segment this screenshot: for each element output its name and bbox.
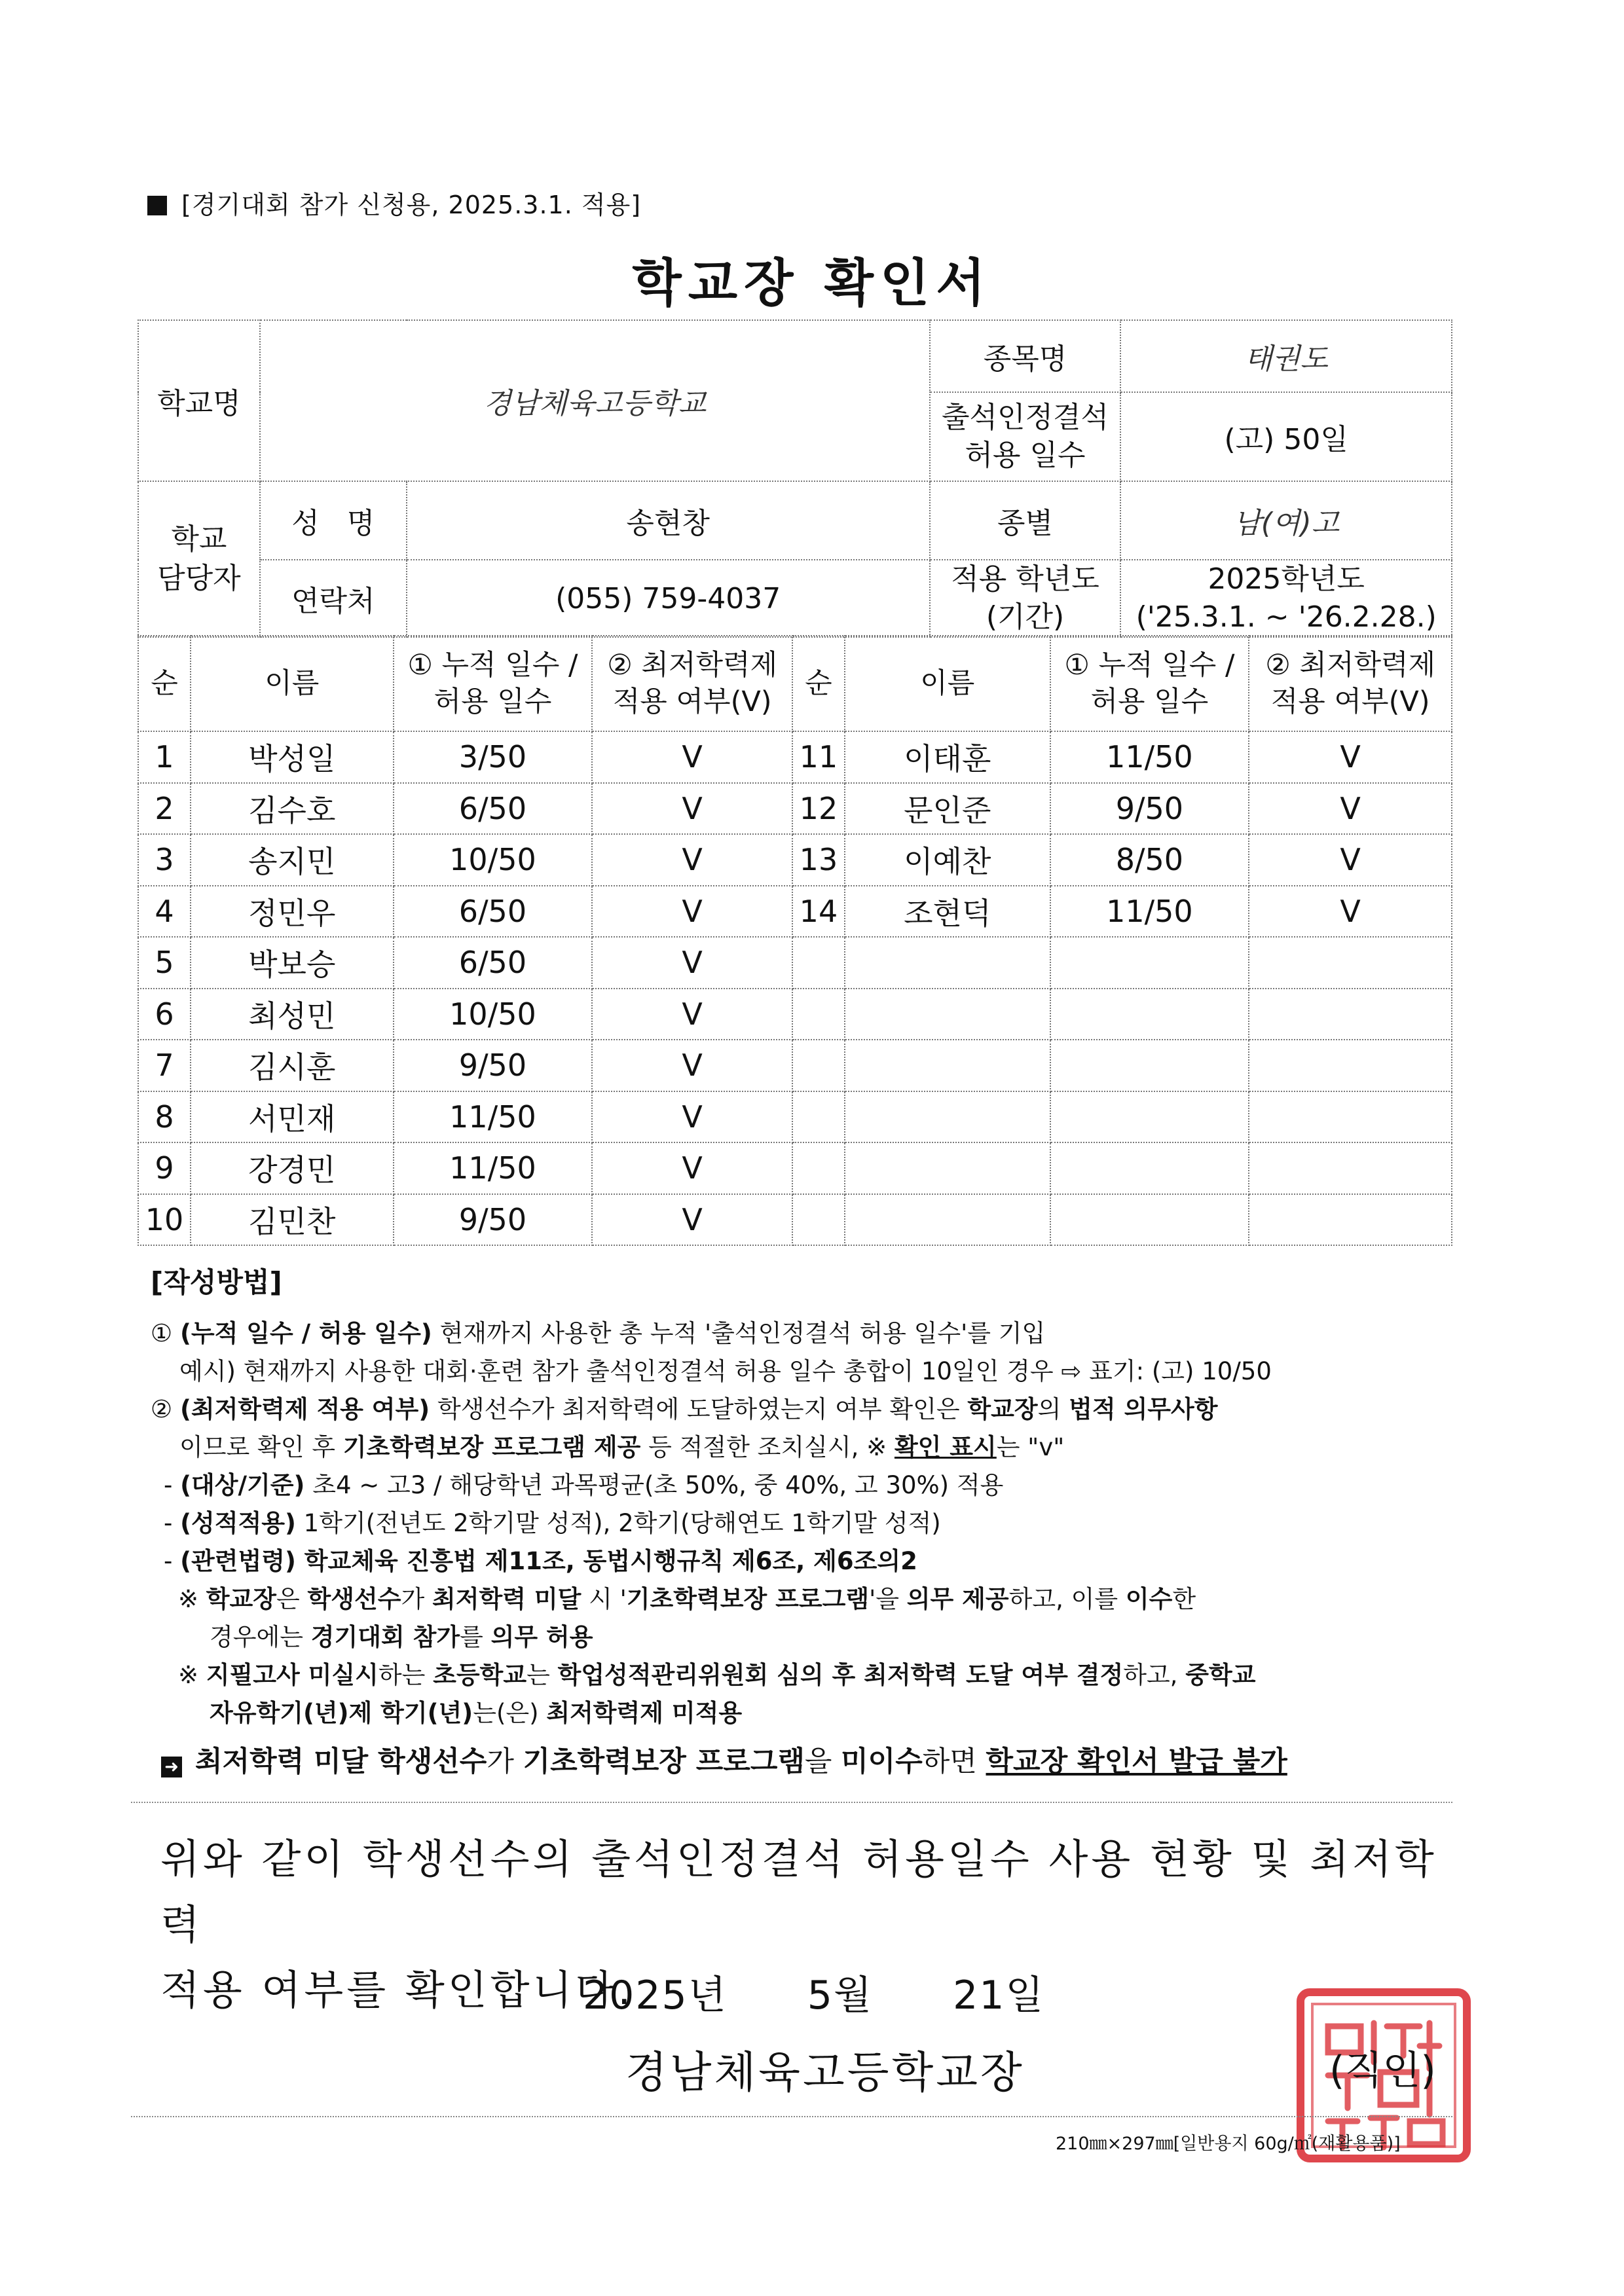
student-no-cell: 14 xyxy=(792,886,845,938)
student-name-cell xyxy=(845,989,1050,1040)
table-row xyxy=(138,1142,1452,1194)
student-days-cell xyxy=(1050,989,1249,1040)
square-bullet-icon xyxy=(147,196,167,215)
student-no-cell: 6 xyxy=(138,989,191,1040)
instruction-line: ※ 학교장은 학생선수가 최저학력 미달 시 '기초학력보장 프로그램'을 의무 제공하고, 이를 이수한 xyxy=(178,1585,1196,1613)
student-name-cell xyxy=(845,1194,1050,1246)
student-days-cell xyxy=(1050,1142,1249,1194)
instructions-title: [작성방법] xyxy=(151,1266,282,1298)
student-check-cell: V xyxy=(592,731,792,783)
student-days-cell: 8/50 xyxy=(1050,834,1249,886)
student-days-cell: 10/50 xyxy=(394,834,593,886)
student-check-cell: V xyxy=(1249,731,1452,783)
seal-note: (직인) xyxy=(1329,2048,1436,2094)
paper-spec-footer: 210㎜×297㎜[일반용지 60g/㎡(재활용품)] xyxy=(1056,2134,1401,2154)
header-days: ① 누적 일수 / 허용 일수 xyxy=(1050,636,1249,731)
table-row xyxy=(138,731,1452,783)
student-name-cell xyxy=(845,1040,1050,1091)
instruction-line: ① (누적 일수 / 허용 일수) 현재까지 사용한 총 누적 '출석인정결석 허용 일수'를 기입 xyxy=(151,1319,1046,1347)
student-days-cell: 6/50 xyxy=(394,937,593,989)
student-name-cell xyxy=(845,1142,1050,1194)
table-row xyxy=(138,1091,1452,1143)
instruction-line: ② (최저학력제 적용 여부) 학생선수가 최저학력에 도달하였는지 여부 확인은 학교장의 법적 의무사항 xyxy=(151,1395,1218,1423)
student-check-cell: V xyxy=(592,989,792,1040)
student-check-cell: V xyxy=(592,1194,792,1246)
header-no: 순 xyxy=(792,636,845,731)
student-no-cell: 10 xyxy=(138,1194,191,1246)
issuance-warning: ➜ 최저학력 미달 학생선수가 기초학력보장 프로그램을 미이수하면 학교장 확인서 발급 불가 xyxy=(151,1743,1460,1781)
student-check-cell: V xyxy=(592,1040,792,1091)
student-name-cell: 서민재 xyxy=(191,1091,394,1143)
instruction-line: 이므로 확인 후 기초학력보장 프로그램 제공 등 적절한 조치실시, ※ 확인 표시는 "v" xyxy=(179,1433,1065,1461)
student-no-cell: 1 xyxy=(138,731,191,783)
student-days-cell xyxy=(1050,1194,1249,1246)
student-check-cell xyxy=(1249,989,1452,1040)
header-min-academic: ② 최저학력제 적용 여부(V) xyxy=(592,636,792,731)
students-table xyxy=(138,635,1452,1246)
student-no-cell: 12 xyxy=(792,783,845,835)
table-row xyxy=(138,1040,1452,1091)
principal-title: 경남체육고등학교장 xyxy=(625,2047,1025,2098)
confirmation-statement: 위와 같이 학생선수의 출석인정결석 허용일수 사용 현황 및 최저학력 적용 여부를 확인합니다. xyxy=(160,1835,1437,2014)
student-check-cell xyxy=(1249,1091,1452,1143)
student-name-cell: 박성일 xyxy=(191,731,394,783)
instruction-line: 예시) 현재까지 사용한 대회·훈련 참가 출석인정결석 허용 일수 총합이 10일인 경우 ⇨ 표기: (고) 10/50 xyxy=(179,1357,1272,1385)
student-name-cell xyxy=(845,1091,1050,1143)
student-no-cell: 5 xyxy=(138,937,191,989)
student-name-cell: 이예찬 xyxy=(845,834,1050,886)
apply-year-value: 2025학년도 ('25.3.1. ~ '26.2.28.) xyxy=(1120,560,1452,637)
arrow-right-icon: ➜ xyxy=(161,1757,182,1777)
student-no-cell xyxy=(792,1194,845,1246)
student-no-cell xyxy=(792,1142,845,1194)
gender-label: 종별 xyxy=(930,481,1121,560)
student-no-cell: 11 xyxy=(792,731,845,783)
student-no-cell: 9 xyxy=(138,1142,191,1194)
manager-label: 학교 담당자 xyxy=(138,481,260,637)
student-days-cell xyxy=(1050,937,1249,989)
header-min-academic: ② 최저학력제 적용 여부(V) xyxy=(1249,636,1452,731)
issue-date: 2025년 5월 21일 xyxy=(583,1973,1045,2018)
student-days-cell: 10/50 xyxy=(394,989,593,1040)
student-name-cell xyxy=(845,937,1050,989)
student-name-cell: 김민찬 xyxy=(191,1194,394,1246)
student-days-cell: 3/50 xyxy=(394,731,593,783)
student-no-cell xyxy=(792,937,845,989)
student-check-cell: V xyxy=(592,1142,792,1194)
student-days-cell: 9/50 xyxy=(394,1040,593,1091)
student-check-cell xyxy=(1249,1194,1452,1246)
student-check-cell: V xyxy=(592,886,792,938)
student-no-cell: 8 xyxy=(138,1091,191,1143)
student-days-cell xyxy=(1050,1040,1249,1091)
instruction-line: 자유학기(년)제 학기(년)는(은) 최저학력제 미적용 xyxy=(210,1699,743,1727)
student-name-cell: 김시훈 xyxy=(191,1040,394,1091)
student-check-cell xyxy=(1249,1142,1452,1194)
student-no-cell: 13 xyxy=(792,834,845,886)
table-row xyxy=(138,937,1452,989)
gender-value: 남(여)고 xyxy=(1120,481,1452,560)
student-days-cell: 11/50 xyxy=(394,1142,593,1194)
student-check-cell: V xyxy=(592,834,792,886)
student-rows xyxy=(138,731,1452,1245)
student-check-cell xyxy=(1249,1040,1452,1091)
student-no-cell xyxy=(792,989,845,1040)
student-check-cell: V xyxy=(592,937,792,989)
student-name-cell: 문인준 xyxy=(845,783,1050,835)
student-name-cell: 박보승 xyxy=(191,937,394,989)
student-days-cell xyxy=(1050,1091,1249,1143)
student-name-cell: 이태훈 xyxy=(845,731,1050,783)
apply-year-label: 적용 학년도 (기간) xyxy=(930,560,1121,637)
contact-value: (055) 759-4037 xyxy=(407,560,930,637)
document-title: 학교장 확인서 xyxy=(632,254,992,313)
student-name-cell: 강경민 xyxy=(191,1142,394,1194)
student-no-cell: 4 xyxy=(138,886,191,938)
student-days-cell: 11/50 xyxy=(1050,731,1249,783)
instruction-line: - (대상/기준) 초4 ~ 고3 / 해당학년 과목평균(초 50%, 중 40%, 고 30%) 적용 xyxy=(164,1471,1004,1499)
instruction-line: ※ 지필고사 미실시하는 초등학교는 학업성적관리위원회 심의 후 최저학력 도달 여부 결정하고, 중학교 xyxy=(178,1661,1256,1689)
student-no-cell xyxy=(792,1091,845,1143)
school-name-value: 경남체육고등학교 xyxy=(260,320,930,481)
student-days-cell: 11/50 xyxy=(394,1091,593,1143)
header-name: 이름 xyxy=(845,636,1050,731)
student-name-cell: 조현덕 xyxy=(845,886,1050,938)
student-check-cell: V xyxy=(1249,834,1452,886)
student-days-cell: 9/50 xyxy=(394,1194,593,1246)
divider xyxy=(131,2116,1452,2117)
instruction-line: 경우에는 경기대회 참가를 의무 허용 xyxy=(210,1623,593,1651)
sport-value: 태권도 xyxy=(1120,320,1452,392)
student-check-cell: V xyxy=(592,783,792,835)
student-days-cell: 11/50 xyxy=(1050,886,1249,938)
student-no-cell: 7 xyxy=(138,1040,191,1091)
student-name-cell: 최성민 xyxy=(191,989,394,1040)
school-info-table xyxy=(138,319,1452,638)
student-check-cell: V xyxy=(1249,886,1452,938)
student-no-cell: 2 xyxy=(138,783,191,835)
divider xyxy=(131,1802,1452,1803)
header-no: 순 xyxy=(138,636,191,731)
instructions xyxy=(151,1264,1460,1781)
student-name-cell: 정민우 xyxy=(191,886,394,938)
table-row xyxy=(138,783,1452,835)
table-row xyxy=(138,989,1452,1040)
student-no-cell: 3 xyxy=(138,834,191,886)
absence-days-value: (고) 50일 xyxy=(1120,392,1452,481)
student-no-cell xyxy=(792,1040,845,1091)
student-days-cell: 6/50 xyxy=(394,783,593,835)
manager-name-value: 송현창 xyxy=(407,481,930,560)
student-days-cell: 9/50 xyxy=(1050,783,1249,835)
school-name-label: 학교명 xyxy=(138,320,260,481)
sport-label: 종목명 xyxy=(930,320,1121,392)
student-check-cell: V xyxy=(1249,783,1452,835)
table-row xyxy=(138,834,1452,886)
table-row xyxy=(138,886,1452,938)
student-name-cell: 송지민 xyxy=(191,834,394,886)
manager-name-label: 성 명 xyxy=(260,481,407,560)
student-days-cell: 6/50 xyxy=(394,886,593,938)
student-check-cell: V xyxy=(592,1091,792,1143)
contact-label: 연락처 xyxy=(260,560,407,637)
student-name-cell: 김수호 xyxy=(191,783,394,835)
table-row xyxy=(138,1194,1452,1246)
absence-days-label: 출석인정결석 허용 일수 xyxy=(930,392,1121,481)
header-name: 이름 xyxy=(191,636,394,731)
usage-note: [경기대회 참가 신청용, 2025.3.1. 적용] xyxy=(147,185,641,221)
instruction-line: - (성적적용) 1학기(전년도 2학기말 성적), 2학기(당해연도 1학기말 성적) xyxy=(164,1509,941,1537)
header-days: ① 누적 일수 / 허용 일수 xyxy=(394,636,593,731)
student-check-cell xyxy=(1249,937,1452,989)
instruction-line: - (관련법령) 학교체육 진흥법 제11조, 동법시행규칙 제6조, 제6조의2 xyxy=(164,1547,917,1575)
